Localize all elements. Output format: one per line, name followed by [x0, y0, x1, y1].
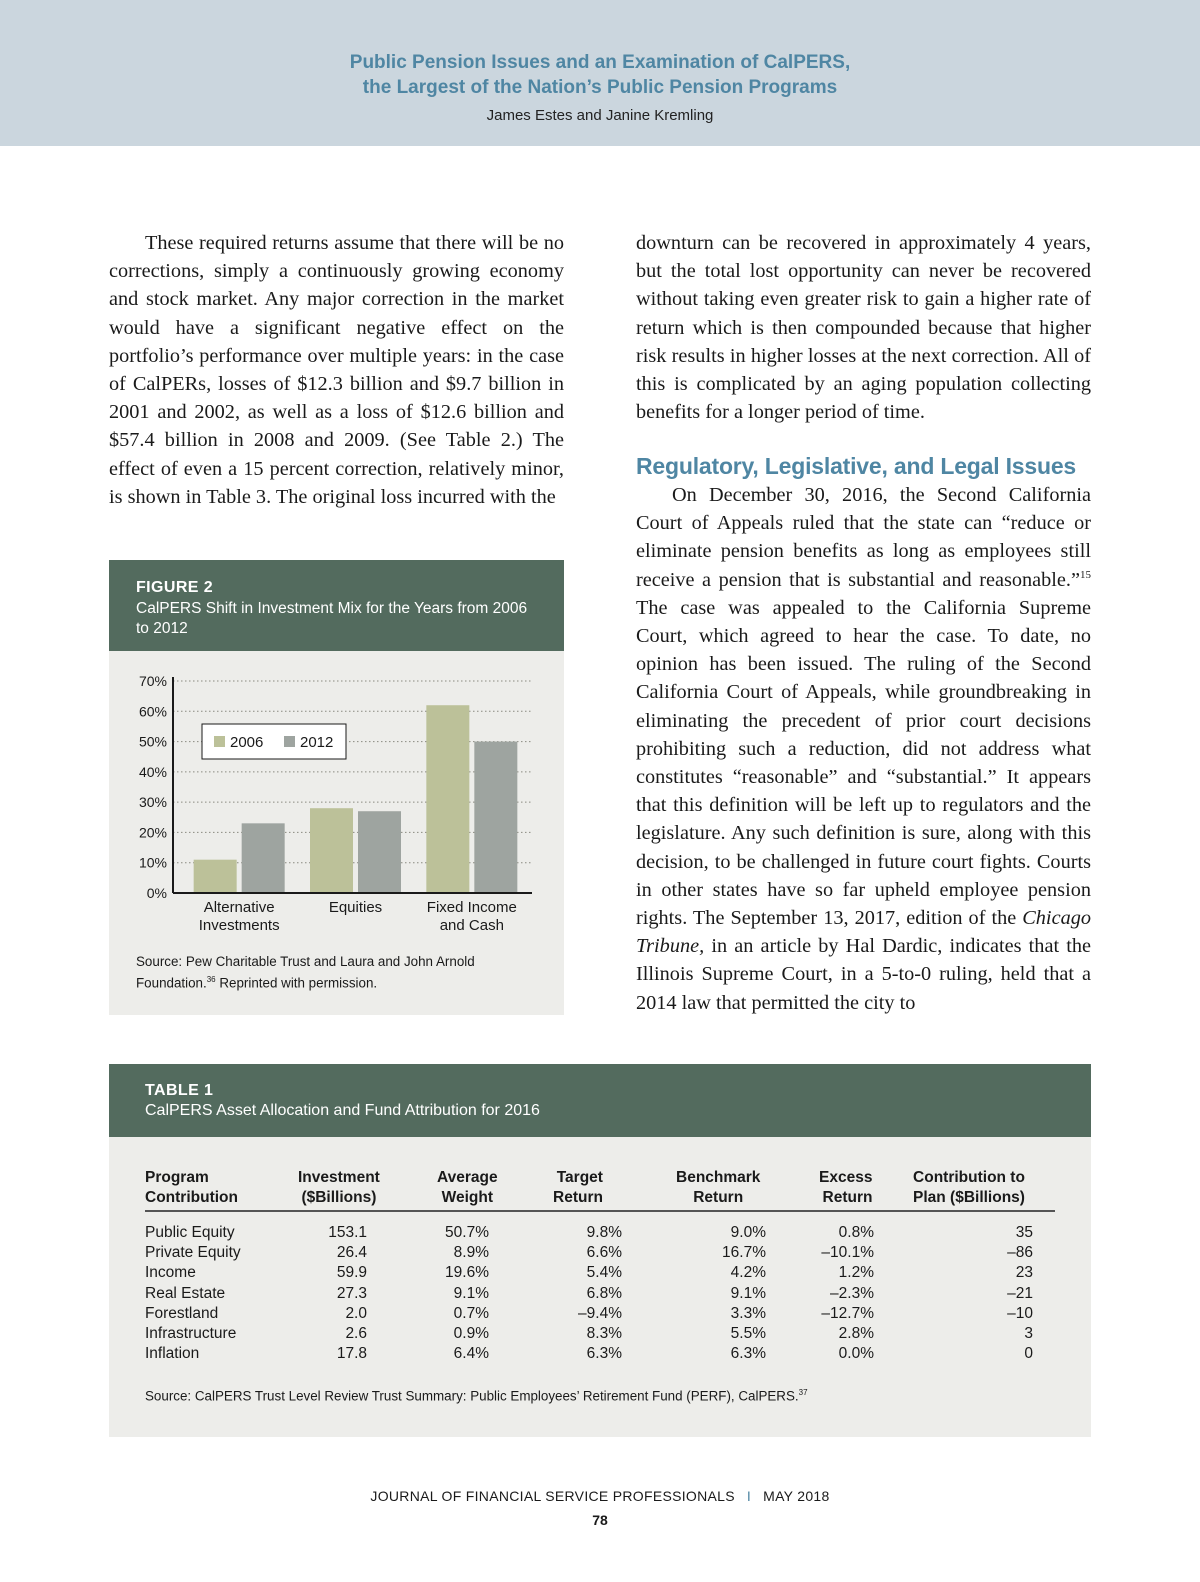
legend-label-2012: 2012 — [300, 734, 334, 751]
table-cell: 4.2% — [730, 1264, 766, 1282]
y-tick-label: 30% — [138, 794, 167, 811]
table-column-header — [553, 1168, 603, 1208]
table-cell: –2.3% — [830, 1284, 874, 1302]
table-cell: 3.3% — [730, 1304, 766, 1322]
table-row — [145, 1324, 1055, 1344]
right-column-paragraph-2 — [636, 481, 1091, 1017]
journal-name: JOURNAL OF FINANCIAL SERVICE PROFESSIONALS — [370, 1488, 735, 1504]
table-header-line: Program — [145, 1169, 209, 1186]
table-cell: 0.9% — [453, 1324, 489, 1342]
table-cell: 9.8% — [586, 1224, 622, 1241]
x-category-label: Fixed Income — [426, 899, 517, 916]
table-header-line: Average — [437, 1169, 498, 1186]
table-cell: 35 — [1015, 1224, 1033, 1241]
x-category-label: Alternative — [203, 899, 275, 916]
footnote-ref-15: 15 — [1080, 568, 1091, 581]
bar-2012 — [474, 742, 517, 893]
table-cell: 0.7% — [453, 1304, 489, 1322]
x-category-label: and Cash — [439, 917, 504, 934]
table-cell: 19.6% — [445, 1264, 489, 1282]
page-footer — [0, 1488, 1200, 1504]
table-cell: 26.4 — [336, 1244, 367, 1262]
newspaper-name: Chicago Tribune, — [636, 907, 1091, 958]
table-cell: 1.2% — [838, 1264, 874, 1282]
table-row — [145, 1344, 1055, 1364]
table-header-line: Contribution — [145, 1189, 238, 1206]
table-column-headers — [145, 1168, 1055, 1212]
table-cell: 23 — [1015, 1264, 1033, 1282]
table-column-header — [298, 1168, 380, 1208]
figure-label: FIGURE 2 — [136, 579, 213, 596]
table-cell: 8.3% — [586, 1324, 622, 1342]
table-cell: 9.1% — [453, 1284, 489, 1302]
table-row — [145, 1284, 1055, 1304]
right-column-paragraph-1: downturn can be recovered in approximately 4 years, but the total lost opportunity can never be recovered without taking even greater risk to gain a higher rate of return which is then compounded because that higher risk results in higher losses at the next correction. All of this is complicated by an aging population collecting benefits for a longer period of time. — [636, 232, 1091, 424]
y-tick-label: 10% — [138, 854, 167, 871]
table-header-line: Return — [822, 1189, 873, 1206]
table-row — [145, 1304, 1055, 1324]
section-heading: Regulatory, Legislative, and Legal Issues — [636, 453, 1077, 479]
table-cell: 2.0 — [345, 1304, 367, 1322]
investment-mix-chart — [109, 660, 564, 950]
table-cell: 3 — [1024, 1324, 1033, 1342]
article-authors: James Estes and Janine Kremling — [486, 107, 714, 124]
legend-label-2006: 2006 — [230, 734, 264, 751]
table-column-header — [913, 1168, 1025, 1208]
table-row — [145, 1243, 1055, 1263]
table-header-line: Return — [693, 1189, 744, 1206]
figure-source — [136, 953, 546, 992]
page-number: 78 — [592, 1512, 608, 1528]
court-ruling-text: On December 30, 2016, the Second California Court of Appeals ruled that the state can “reduce or eliminate pension benefits as long as employees still receive a pension that is substantial and reasonable.” — [636, 484, 1091, 591]
table-header-line: Contribution to — [913, 1169, 1025, 1186]
table-column-header — [145, 1168, 238, 1208]
table-header-line: Target — [556, 1169, 603, 1186]
table-cell: 6.3% — [586, 1345, 622, 1363]
table-cell: Inflation — [145, 1345, 200, 1363]
bar-2006 — [426, 705, 469, 893]
table-cell: 17.8 — [336, 1345, 367, 1363]
y-tick-label: 20% — [138, 824, 167, 841]
table-header-line: Weight — [441, 1189, 493, 1206]
bar-2006 — [310, 808, 353, 893]
footnote-ref-37: 37 — [798, 1388, 808, 1397]
article-title-line-1: Public Pension Issues and an Examination of CalPERS, — [349, 52, 851, 73]
table-cell: Forestland — [145, 1304, 219, 1322]
table-cell: 9.1% — [730, 1284, 766, 1302]
table-cell: 6.3% — [730, 1345, 766, 1363]
table-cell: –12.7% — [821, 1304, 874, 1322]
figure-source-suffix: Reprinted with permission. — [215, 975, 378, 991]
table-label: TABLE 1 — [145, 1082, 214, 1099]
table-row — [145, 1263, 1055, 1283]
table-cell: –10 — [1007, 1304, 1033, 1322]
table-cell: –9.4% — [578, 1304, 622, 1322]
table-column-header — [437, 1168, 498, 1208]
x-category-label: Equities — [328, 899, 383, 916]
table-cell: 0 — [1024, 1345, 1033, 1363]
bar-2012 — [242, 823, 285, 893]
page-header — [0, 0, 1200, 146]
figure-source-text: Source: Pew Charitable Trust and Laura and John Arnold Foundation. — [136, 954, 475, 991]
issue-date: MAY 2018 — [763, 1488, 830, 1504]
y-tick-label: 60% — [138, 703, 167, 720]
left-paragraph-text: These required returns assume that there will be no corrections, simply a continuously growing economy and stock market. Any major correction in the market would have a significant negative effect on the portfolio’s performance over multiple years: in the case of CalPERs, losses of $12.3 billion and $9.7 billion in 2001 and 2002, as well as a loss of $12.6 billion and $57.4 billion in 2008 and 2009. (See Table 2.) The effect of even a 15 percent correction, relatively minor, is shown in Table 3. The original loss incurred with the — [109, 232, 564, 508]
table-cell: 2.8% — [838, 1324, 874, 1342]
table-header-line: ($Billions) — [301, 1189, 377, 1206]
table-cell: 6.6% — [586, 1244, 622, 1262]
table-cell: 59.9 — [336, 1264, 367, 1282]
table-column-header — [819, 1168, 872, 1208]
table-cell: 8.9% — [453, 1244, 489, 1262]
bar-2006 — [194, 860, 237, 893]
footnote-ref-36: 36 — [206, 975, 216, 984]
legend-swatch-2012 — [284, 736, 295, 747]
article-title — [0, 50, 1200, 100]
table-header-line: Return — [553, 1189, 603, 1206]
figure-title: CalPERS Shift in Investment Mix for the Years from 2006 to 2012 — [136, 600, 528, 637]
table-cell: 50.7% — [445, 1224, 489, 1241]
legend-swatch-2006 — [214, 736, 225, 747]
table-cell: 27.3 — [336, 1284, 367, 1302]
table-cell: 5.5% — [730, 1324, 766, 1342]
asset-allocation-table — [145, 1168, 1055, 1364]
table-cell: 153.1 — [328, 1224, 367, 1241]
table-cell: 0.0% — [838, 1345, 874, 1363]
y-tick-label: 70% — [138, 673, 167, 689]
table-cell: –10.1% — [821, 1244, 874, 1262]
table-header-line: Investment — [298, 1169, 380, 1186]
table-cell: 0.8% — [838, 1224, 874, 1241]
table-header-line: Excess — [819, 1169, 873, 1186]
table-1 — [109, 1064, 1091, 1437]
table-header — [109, 1064, 1091, 1137]
x-category-label: Investments — [198, 917, 280, 934]
bar-2012 — [358, 811, 401, 893]
illinois-ruling-text: in an article by Hal Dardic, indicates that the Illinois Supreme Court, in a 5-to-0 ruling, held that a 2014 law that permitted the city to — [636, 935, 1091, 1014]
table-row — [145, 1223, 1055, 1243]
table-column-header — [676, 1168, 760, 1208]
table-source-text: Source: CalPERS Trust Level Review Trust Summary: Public Employees’ Retirement Fund (PERF), CalPERS. — [145, 1388, 799, 1404]
table-cell: 2.6 — [345, 1324, 367, 1342]
article-title-line-2: the Largest of the Nation’s Public Pension Programs — [362, 77, 838, 98]
table-title: CalPERS Asset Allocation and Fund Attribution for 2016 — [145, 1102, 540, 1119]
table-source — [145, 1388, 808, 1403]
table-cell: Income — [145, 1264, 196, 1282]
table-body — [145, 1223, 1055, 1364]
table-cell: 5.4% — [586, 1264, 622, 1282]
left-column-paragraph — [109, 229, 564, 511]
footer-separator: I — [746, 1488, 752, 1504]
table-cell: Public Equity — [145, 1224, 235, 1241]
table-cell: 9.0% — [730, 1224, 766, 1241]
table-cell: Private Equity — [145, 1244, 241, 1262]
table-cell: 6.4% — [453, 1345, 489, 1363]
table-cell: –86 — [1007, 1244, 1033, 1262]
figure-2 — [109, 560, 564, 1015]
appeal-text: The case was appealed to the California Supreme Court, which agreed to hear the case. To date, no opinion has been issued. The ruling of the Second California Court of Appeals, while groundbreaking in eliminating the precedent of prior court decisions prohibiting such a reduction, did not address what constitutes “reasonable” and “substantial.” It appears that this definition will be left up to regulators and the legislature. Any such definition is sure, along with this decision, to be challenged in future court fights. Courts in other states have so far upheld employee pension rights. The September 13, 2017, edition of the — [636, 596, 1091, 930]
table-cell: 6.8% — [586, 1284, 622, 1302]
y-tick-label: 50% — [138, 733, 167, 750]
y-tick-label: 0% — [146, 885, 167, 901]
table-header-line: Benchmark — [676, 1169, 761, 1186]
table-cell: 16.7% — [722, 1244, 766, 1262]
table-cell: Real Estate — [145, 1284, 226, 1302]
table-cell: –21 — [1007, 1284, 1033, 1302]
table-cell: Infrastructure — [145, 1324, 237, 1342]
y-tick-label: 40% — [138, 763, 167, 780]
table-header-line: Plan ($Billions) — [913, 1189, 1025, 1206]
figure-header — [109, 560, 564, 651]
